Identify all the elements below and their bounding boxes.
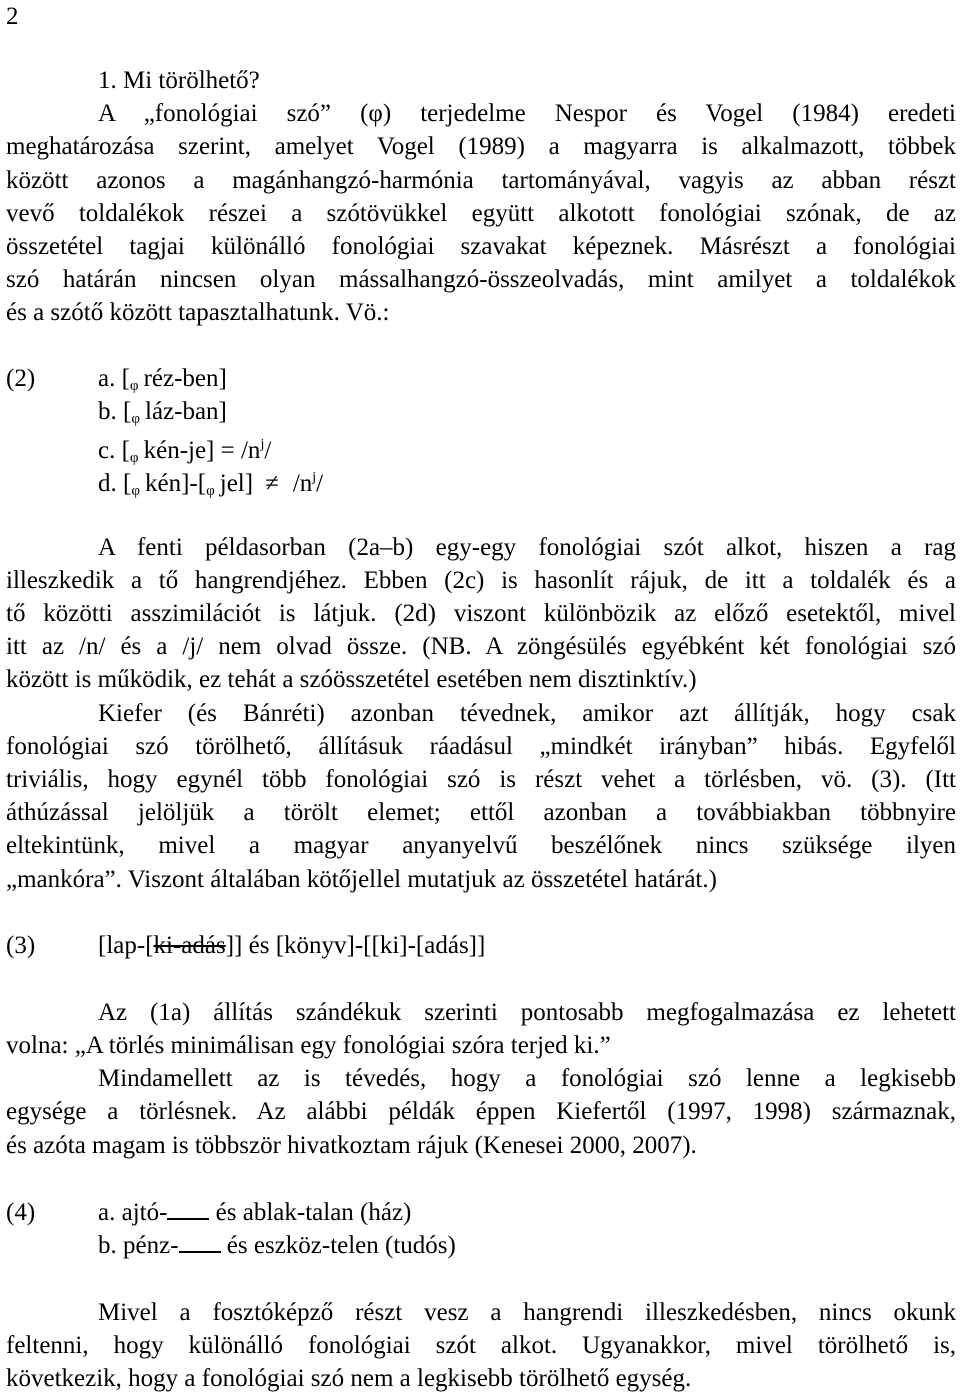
para3-line: áthúzással jelöljük a törölt elemet; ettől azonban a továbbiakban többnyire <box>6 799 956 826</box>
para2-line: A fenti példasorban (2a–b) egy-egy fonológiai szót alkot, hiszen a rag <box>98 534 956 561</box>
example-2-label: (2) <box>6 365 36 392</box>
para1-line: vevő toldalékok részei a szótövükkel együtt alkotott fonológiai szónak, de az <box>6 200 956 227</box>
para5-line: Mindamellett az is tévedés, hogy a fonológiai szó lenne a legkisebb <box>98 1065 956 1092</box>
para3-line: „mankóra”. Viszont általában kötőjellel mutatjuk az összetétel határát.) <box>6 866 717 893</box>
para6-line: Mivel a fosztóképző részt vesz a hangrendi illeszkedésben, nincs okunk <box>98 1299 956 1326</box>
example-3: [lap-[ki-adás]] és [könyv]-[[ki]-[adás]] <box>98 932 486 959</box>
para3-line: Kiefer (és Bánréti) azonban tévednek, amikor azt állítják, hogy csak <box>98 700 956 727</box>
para4-line: volna: „A törlés minimálisan egy fonológiai szóra terjed ki.” <box>6 1032 611 1059</box>
para1-line: és a szótő között tapasztalhatunk. Vö.: <box>6 299 390 326</box>
para4-line: Az (1a) állítás szándékuk szerinti pontosabb megfogalmazása ez lehetett <box>98 999 956 1026</box>
para1-line: között azonos a magánhangzó-harmónia tartományával, vagyis az abban részt <box>6 167 956 194</box>
section-heading: 1. Mi törölhető? <box>98 67 260 94</box>
para1-line: A „fonológiai szó” (φ) terjedelme Nespor és Vogel (1984) eredeti <box>98 100 956 127</box>
para1-line: szó határán nincsen olyan mássalhangzó-összeolvadás, mint amilyet a toldalékok <box>6 266 956 293</box>
para1-line: meghatározása szerint, amelyet Vogel (1989) a magyarra is alkalmazott, többek <box>6 133 956 160</box>
example-2b: b. [$_\varphi$ láz-ban] <box>98 398 227 427</box>
example-4-label: (4) <box>6 1199 36 1226</box>
para6-line: feltenni, hogy különálló fonológiai szót alkot. Ugyanakkor, mivel törölhető is, <box>6 1332 956 1359</box>
para3-line: fonológiai szó törölhető, állításuk ráadásul „mindkét irányban” hibás. Egyfelől <box>6 733 956 760</box>
deleted-element: ki-adás <box>153 932 226 959</box>
gap-blank <box>179 1233 221 1253</box>
example-4a: a. ajtó- és ablak-talan (ház) <box>98 1199 412 1226</box>
example-4b: b. pénz- és eszköz-telen (tudós) <box>98 1232 456 1259</box>
para2-line: tő közötti asszimilációt is látjuk. (2d) viszont különbözik az előző esetektől, mivel <box>6 600 956 627</box>
page-number: 2 <box>6 3 19 30</box>
para2-line: illeszkedik a tő hangrendjéhez. Ebben (2c) is hasonlít rájuk, de itt a toldalék és a <box>6 567 956 594</box>
example-3-label: (3) <box>6 932 36 959</box>
example-2d: d. [$_\varphi$ $kén]-[_\varphi$ $jel] \ne /n^j/$ <box>98 470 324 499</box>
example-2c: c. [$_\varphi$ kén-je] = $/n^j/$ <box>98 437 272 466</box>
para5-line: és azóta magam is többször hivatkoztam rájuk (Kenesei 2000, 2007). <box>6 1132 697 1159</box>
para2-line: között is működik, ez tehát a szóösszetétel esetében nem disztinktív.) <box>6 666 697 693</box>
para3-line: eltekintünk, mivel a magyar anyanyelvű beszélőnek nincs szüksége ilyen <box>6 832 956 859</box>
gap-blank <box>167 1200 209 1220</box>
para3-line: triviális, hogy egynél több fonológiai szó is részt vehet a törlésben, vö. (3). (Itt <box>6 766 956 793</box>
para1-line: összetétel tagjai különálló fonológiai szavakat képeznek. Másrészt a fonológiai <box>6 233 956 260</box>
para5-line: egysége a törlésnek. Az alábbi példák éppen Kiefertől (1997, 1998) származnak, <box>6 1098 956 1125</box>
para6-line: következik, hogy a fonológiai szó nem a legkisebb törölhető egység. <box>6 1365 692 1392</box>
para2-line: itt az /n/ és a /j/ nem olvad össze. (NB. A zöngésülés egyébként két fonológiai szó <box>6 633 956 660</box>
example-2a: a. [$_\varphi$ réz-ben] <box>98 365 227 394</box>
